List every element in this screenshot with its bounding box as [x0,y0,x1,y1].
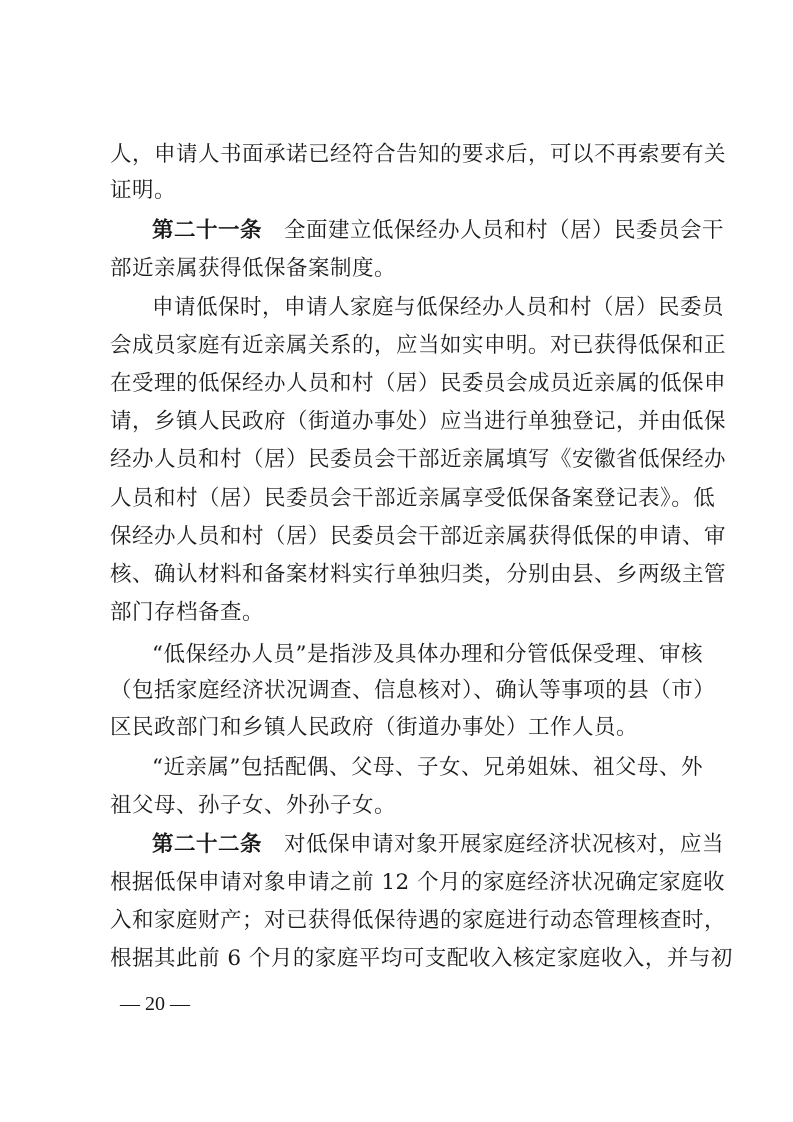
text-line: 核、确认材料和备案材料实行单独归类，分别由县、乡两级主管 [110,562,727,587]
text-line: 在受理的低保经办人员和村（居）民委员会成员近亲属的低保申 [110,371,727,396]
article-21-line [152,216,725,246]
article-text: 对低保申请对象开展家庭经济状况核对，应当 [284,832,725,857]
text-line: “近亲属”包括配偶、父母、子女、兄弟姐妹、祖父母、外 [152,755,703,780]
text-line: 证明。 [110,178,177,203]
text-line: “低保经办人员”是指涉及具体办理和分管低保受理、审核 [152,642,703,667]
text-line: 人，申请人书面承诺已经符合告知的要求后，可以不再索要有关 [110,142,727,167]
text-line: 部近亲属获得低保备案制度。 [110,256,397,281]
text-line: 根据低保申请对象申请之前 12 个月的家庭经济状况确定家庭收 [110,870,726,895]
text-line: 会成员家庭有近亲属关系的，应当如实申明。对已获得低保和正 [110,333,727,358]
text-line: 人员和村（居）民委员会干部近亲属享受低保备案登记表》。低 [110,486,716,511]
page-number: — 20 — [120,993,190,1015]
text-line: 保经办人员和村（居）民委员会干部近亲属获得低保的申请、审 [110,524,727,549]
text-line: 区民政部门和乡镇人民政府（街道办事处）工作人员。 [110,715,639,740]
text-line: 入和家庭财产；对已获得低保待遇的家庭进行动态管理核查时， [110,908,727,933]
text-line: 申请低保时，申请人家庭与低保经办人员和村（居）民委员 [152,295,725,320]
text-line: 请，乡镇人民政府（街道办事处）应当进行单独登记，并由低保 [110,409,727,434]
text-line: 部门存档备查。 [110,600,265,625]
text-line: 祖父母、孙子女、外孙子女。 [110,793,397,818]
text-line: （包括家庭经济状况调查、信息核对）、确认等事项的县（市） [110,678,716,703]
article-heading: 第二十一条 [152,218,263,243]
article-22-line [152,830,725,860]
text-line: 根据其此前 6 个月的家庭平均可支配收入核定家庭收入，并与初 [110,946,733,971]
article-text: 全面建立低保经办人员和村（居）民委员会干 [284,218,725,243]
article-heading: 第二十二条 [152,832,263,857]
text-line: 经办人员和村（居）民委员会干部近亲属填写《安徽省低保经办 [110,447,727,472]
